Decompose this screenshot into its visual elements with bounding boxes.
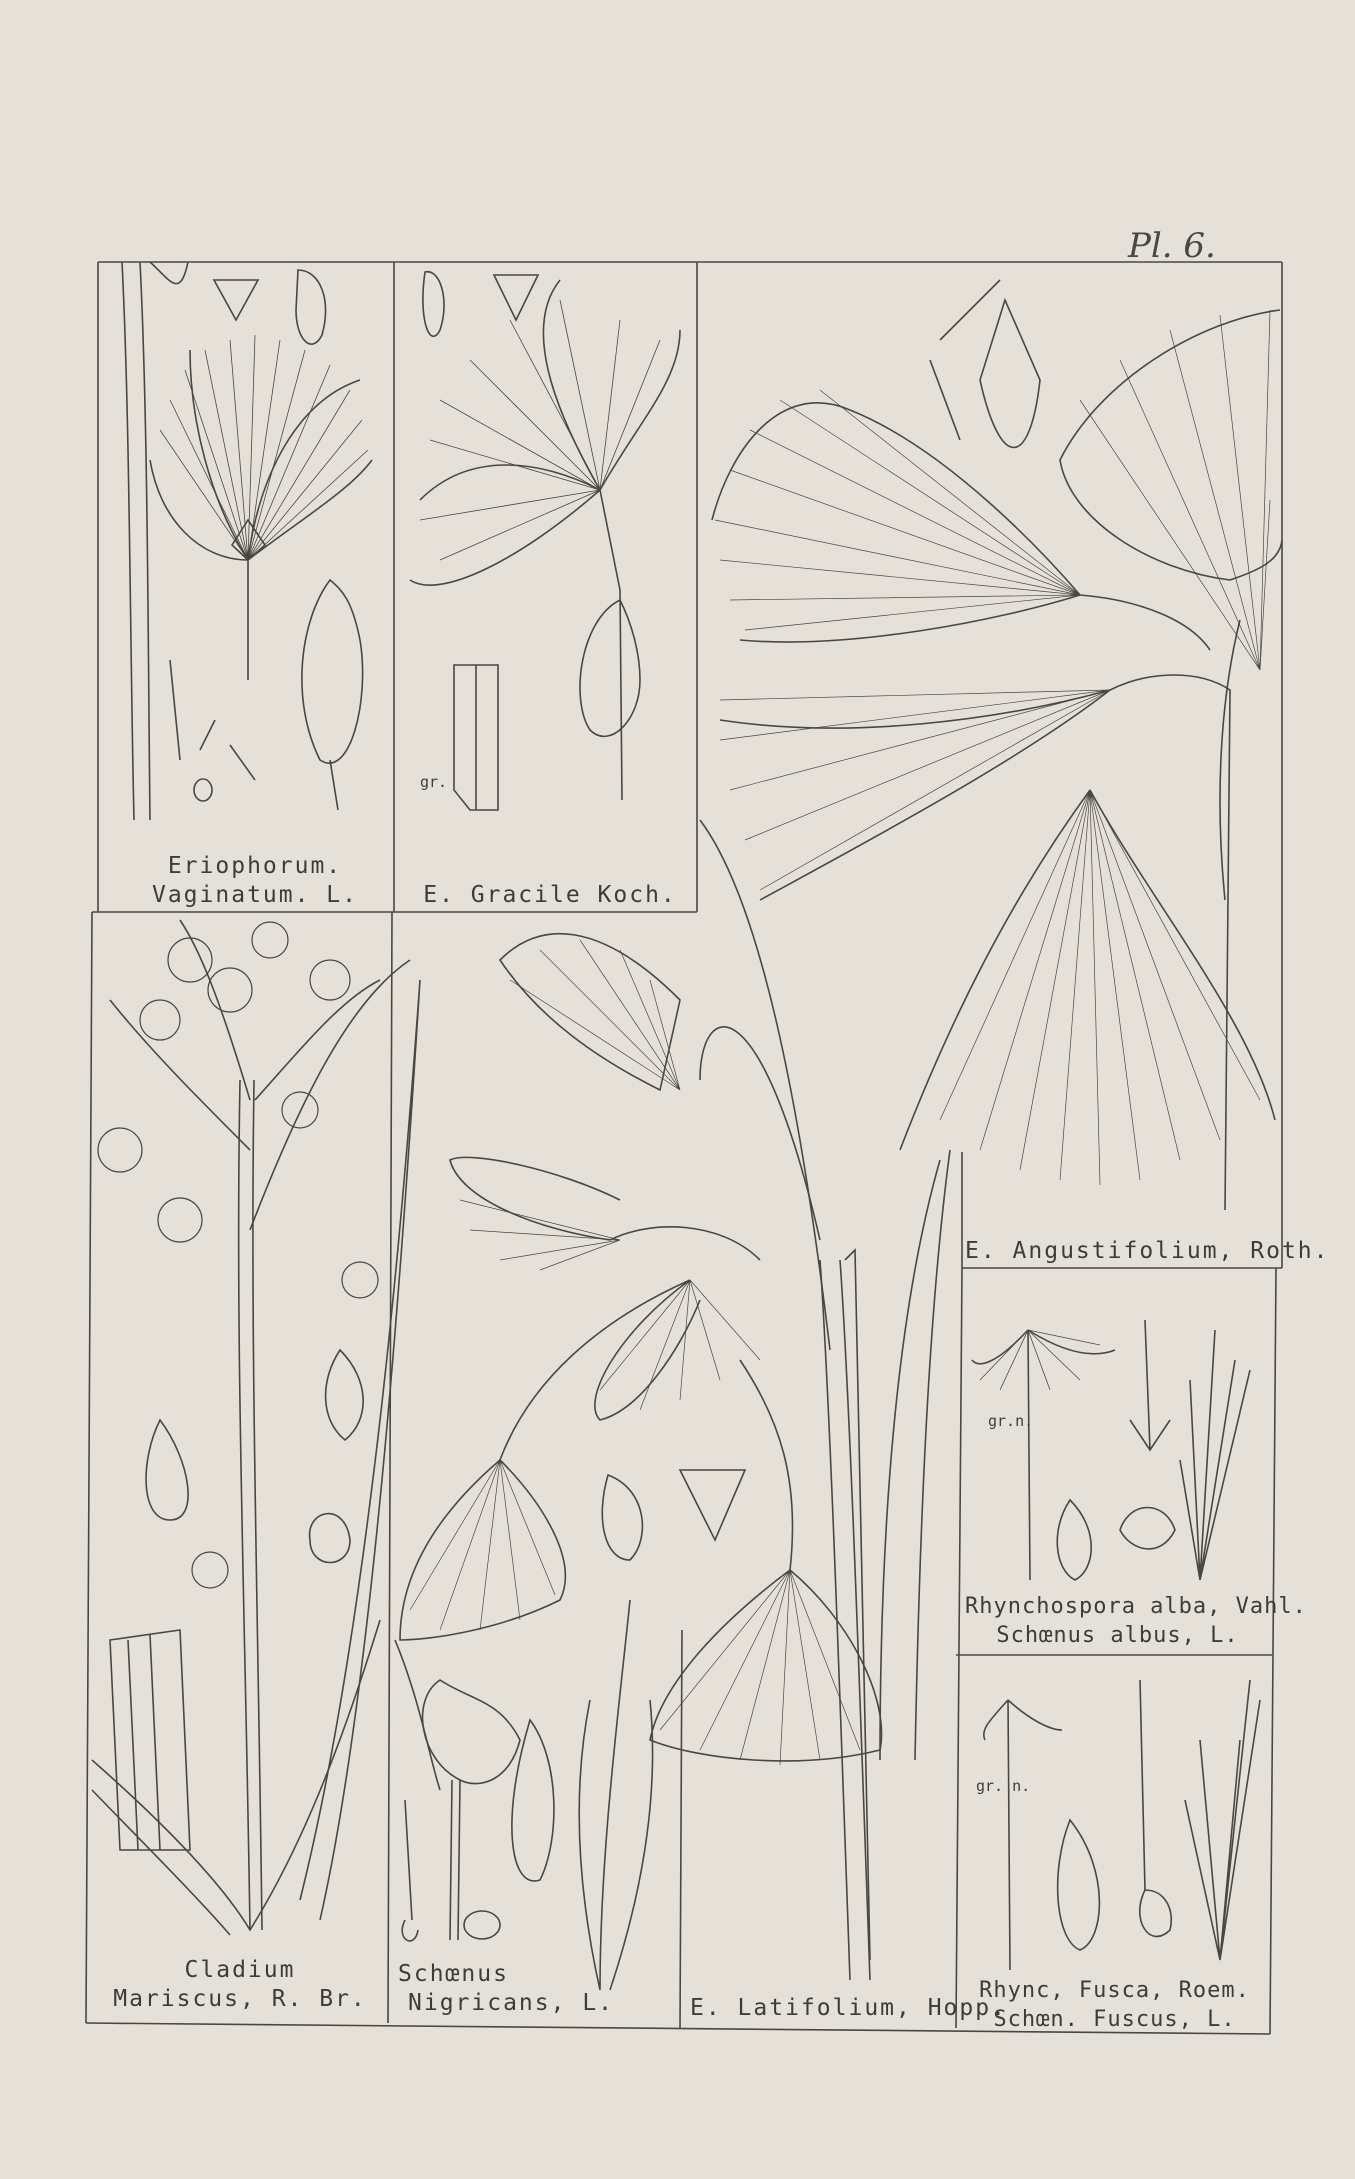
rhynchospora-alba-illustration [972, 1320, 1250, 1580]
caption-line1: E. Angustifolium, Roth. [965, 1238, 1330, 1264]
schoenus-nigricans-illustration [395, 1600, 653, 1990]
caption-line1: Cladium [184, 1957, 296, 1983]
caption-line1: E. Gracile Koch. [423, 882, 677, 908]
gr-n-mark-rhynchospora: gr.n. [988, 1412, 1034, 1430]
caption-line1: Rhynchospora alba, Vahl. [965, 1594, 1307, 1619]
caption-line1: Eriophorum. [167, 853, 343, 879]
gr-n-mark-rhync-fusca: gr. n. [976, 1777, 1031, 1795]
caption-line1: Schœnus [398, 1961, 509, 1987]
caption-e-latifolium [690, 1994, 1007, 2023]
caption-e-gracile [400, 881, 700, 910]
caption-e-angustifolium [965, 1237, 1330, 1266]
caption-line2: Mariscus, R. Br. [113, 1986, 367, 2012]
caption-eriophorum-vaginatum [120, 852, 390, 910]
caption-rhynchospora-alba [965, 1592, 1307, 1650]
plate-number: Pl. 6. [1128, 226, 1216, 266]
panel-borders [86, 262, 1330, 2034]
gr-mark-gracile: gr. [420, 773, 448, 791]
caption-schoenus [398, 1960, 615, 2018]
eriophorum-vaginatum-illustration [122, 262, 372, 820]
rhync-fusca-illustration [984, 1680, 1260, 1970]
caption-line1: Rhync, Fusca, Roem. [979, 1978, 1250, 2003]
caption-cladium [95, 1956, 385, 2014]
cladium-mariscus-illustration [92, 920, 420, 1935]
caption-line2: Schœnus albus, L. [996, 1623, 1239, 1648]
caption-line2: Nigricans, L. [408, 1990, 615, 2016]
e-latifolium-illustration [400, 820, 950, 1980]
caption-line2: Vaginatum. L. [151, 882, 358, 908]
caption-rhync-fusca [962, 1976, 1267, 2034]
e-angustifolium-illustration [712, 280, 1282, 1210]
caption-line2: Schœn. Fuscus, L. [993, 2007, 1236, 2032]
e-gracile-illustration [410, 272, 680, 810]
caption-line1: E. Latifolium, Hopp. [690, 1995, 1007, 2021]
